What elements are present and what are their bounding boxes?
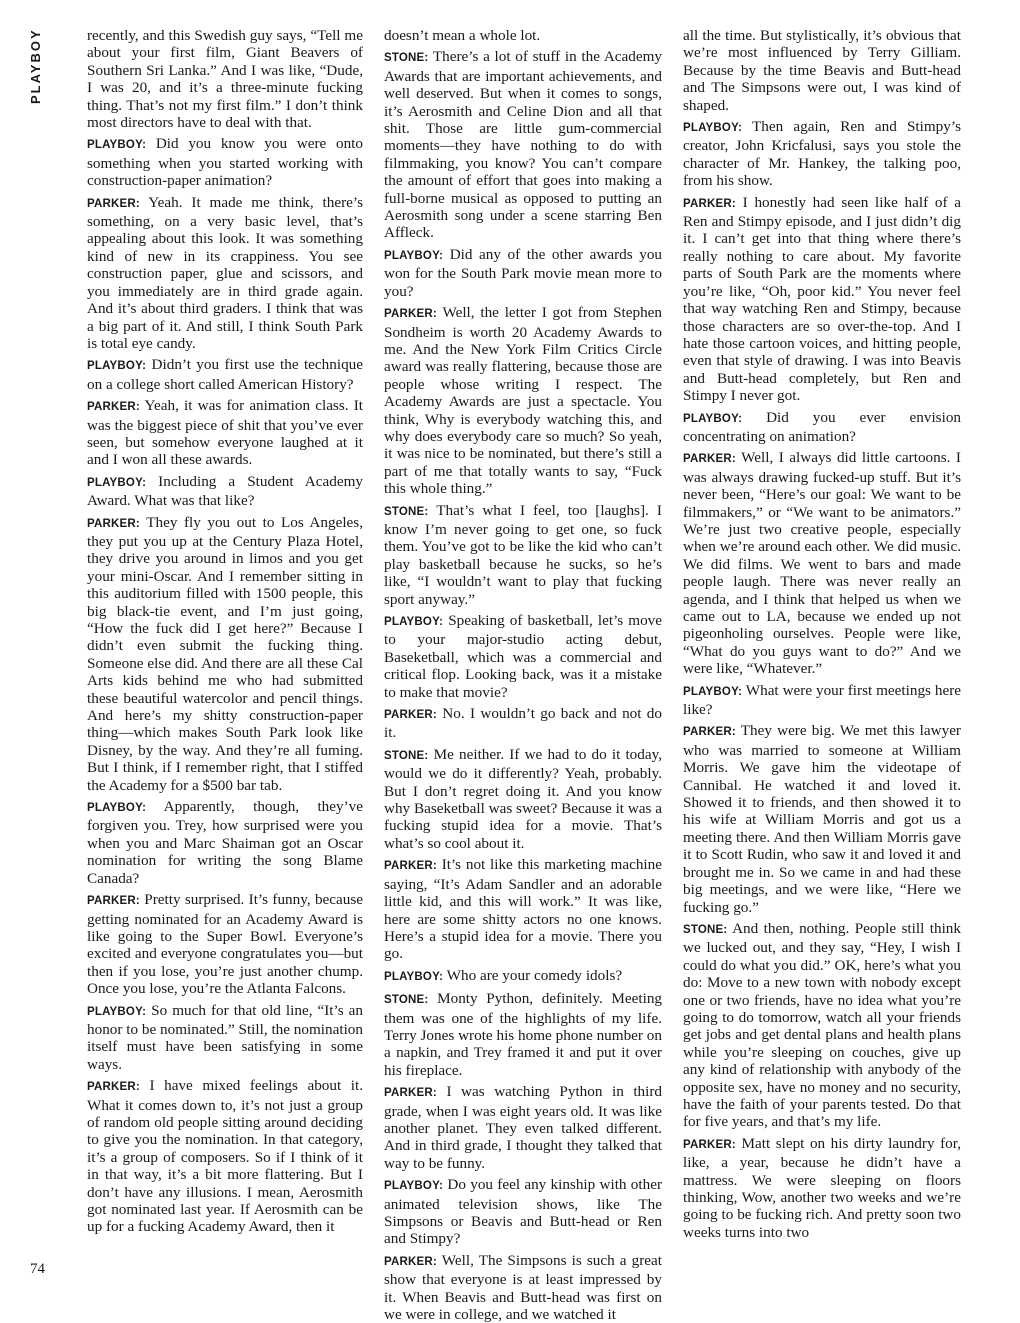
interview-paragraph	[87, 194, 363, 353]
interview-paragraph	[87, 514, 363, 795]
paragraph-text: What were your first meetings here like?	[683, 681, 961, 719]
interview-paragraph	[384, 705, 662, 742]
interview-paragraph	[384, 990, 662, 1079]
paragraph-text: Do you feel any kinship with other animated television shows, like The Simpsons or Beavis and Butt-head or Ren and Stimpy?	[384, 1176, 663, 1248]
interview-paragraph	[87, 798, 363, 887]
paragraph-text: Apparently, though, they’ve forgiven you. Trey, how surprised were you when you and Marc Shaiman got an Oscar nomination for writing the song Blame Canada?	[87, 798, 363, 887]
interview-paragraph	[384, 1176, 662, 1248]
paragraph-text: Pretty surprised. It’s funny, because getting nominated for an Academy Award is like going to the Super Bowl. Everyone’s excited and everyone congratulates you—but then if you lose, you’re just another chump. Once you lose, you’re the Atlanta Falcons.	[87, 891, 364, 998]
paragraph-text: Did you ever envision concentrating on animation?	[683, 408, 962, 445]
speaker-label: PARKER:	[683, 197, 736, 210]
paragraph-text: I have mixed feelings about it. What it comes down to, it’s not just a group of random old people sitting around deciding to give you the nomination. In that category, it’s a group of composers. So if I think of it in that way, it’s a bit more flattering. But I don’t have any illusions. I mean, Aerosmith got nominated last year. If Aerosmith can be up for a fucking Academy Award, then it	[87, 1077, 364, 1236]
paragraph-text: Did you know you were onto something when you started working with construction-paper animation?	[87, 135, 363, 190]
interview-paragraph	[683, 722, 961, 915]
speaker-label: PARKER:	[87, 1081, 140, 1094]
speaker-label: PLAYBOY:	[683, 412, 743, 425]
interview-paragraph	[87, 891, 363, 997]
paragraph-text: all the time. But stylistically, it’s obvious that we’re most influenced by Terry Gilliam. Because by the time Beavis and Butt-head and The Simpsons were out, I was kind of shaped.	[683, 27, 961, 114]
speaker-label: STONE:	[384, 505, 429, 518]
speaker-label: PLAYBOY:	[87, 802, 147, 815]
interview-paragraph	[683, 118, 961, 190]
speaker-label: PARKER:	[683, 726, 736, 739]
paragraph-text: recently, and this Swedish guy says, “Tell me about your first film, Giant Beavers of Southern Sri Lanka.” And I was like, “Dude, I was 20, and it’s a three-minute fucking thing. That’s not my first film.” I don’t think most directors have to deal with that.	[87, 27, 363, 132]
paragraph-text: And then, nothing. People still think we lucked out, and they say, “Hey, I wish I could do what you did.” OK, here’s what you do: Move to a new town with nobody except one or two friends, have no idea what you’re going to do tomorrow, watch all your friends get jobs and get dental plans and health plans while you’re sleeping on couches, give up any kind of relationship with anybody of the opposite sex, have no money and no security, have the faith of your parents tested. Do that for five years, and that’s my life.	[683, 919, 961, 1131]
interview-paragraph	[683, 194, 961, 405]
paragraph-text: They were big. We met this lawyer who was married to someone at William Morris. We gave him the videotape of Cannibal. He watched it and loved it. Showed it to friends, and then showed it to his wife at William Morris and got us a meeting there. And then William Morris gave it to Scott Rudin, who saw it and loved it and brought me in. So we came in and had these big meetings, and we were like, “Here we fucking go.”	[683, 722, 961, 916]
interview-paragraph	[683, 920, 961, 1131]
speaker-label: PLAYBOY:	[683, 122, 743, 135]
interview-paragraph	[384, 967, 662, 986]
paragraph-text: Then again, Ren and Stimpy’s creator, John Kricfalusi, says you stole the character of Mr. Hankey, the talking poo, from his show.	[683, 118, 961, 190]
speaker-label: PLAYBOY:	[384, 616, 444, 628]
speaker-label: PARKER:	[87, 197, 140, 210]
paragraph-text: That’s what I feel, too [laughs]. I know I’m never going to get one, so fuck them. You’ve got to be like the kid who can’t play basketball because he sucks, so he’s like, “I wouldn’t want to play that fucking sport anyway.”	[384, 501, 662, 608]
paragraph-text: Yeah. It made me think, there’s something, on a very basic level, that’s appealing about this look. It was something kind of new in its crappiness. You see construction paper, glue and scissors, and you immediately are in third grade again. And it’s about third graders. I think that was a big part of it. And still, I think South Park is total eye candy.	[87, 193, 364, 352]
interview-paragraph	[384, 612, 662, 701]
paragraph-text: Didn’t you first use the technique on a college short called American History?	[87, 356, 363, 393]
interview-paragraph	[384, 48, 662, 241]
interview-paragraph	[683, 682, 961, 719]
magazine-side-label: PLAYBOY	[28, 28, 43, 104]
speaker-label: STONE:	[384, 749, 429, 762]
paragraph-text: There’s a lot of stuff in the Academy Awards that are important achievements, and well deserved. But when it comes to songs, it’s Aerosmith and Celine Dion and all that shit. Those are little gum-commercial moments—they have nothing to do with filmmaking, you know? You can’t compare the amount of effort that goes into making a full-borne musical as opposed to putting an Aerosmith song under a scene starring Ben Affleck.	[384, 48, 663, 242]
speaker-label: PLAYBOY:	[87, 360, 147, 373]
interview-paragraph	[87, 1077, 363, 1236]
paragraph-text: Including a Student Academy Award. What was that like?	[87, 472, 363, 510]
speaker-label: PARKER:	[87, 895, 140, 908]
paragraph-text: It’s not like this marketing machine saying, “It’s Adam Sandler and an adorable little kid, and this will work.” It was like, here are some shitty actors no one knows. Here’s a stupid idea for a movie. There you go.	[384, 856, 662, 963]
paragraph-text: Well, The Simpsons is such a great show that everyone is at least impressed by it. When Beavis and Butt-head was first on we were in college, and we watched it	[384, 1251, 662, 1323]
paragraph-text: Monty Python, definitely. Meeting them was one of the highlights of my life. Terry Jones wrote his home phone number on a napkin, and Trey framed it and put it over his fireplace.	[384, 990, 663, 1079]
interview-paragraph	[384, 1083, 662, 1172]
paragraph-text: Me neither. If we had to do it today, would we do it differently? Yeah, probably. But I don’t regret doing it. And you know why Baseketball was sweet? Because it was a fucking stupid idea for a movie. That’s what’s so cool about it.	[384, 745, 663, 852]
interview-paragraph	[87, 135, 363, 189]
speaker-label: PARKER:	[384, 860, 437, 873]
speaker-label: PLAYBOY:	[87, 476, 147, 489]
paragraph-text: I honestly had seen like half of a Ren and Stimpy episode, and I just didn’t dig it. I can’t get into that thing where there’s really nothing to care about. My favorite parts of South Park are the moments where you’re like, “Oh, poor kid.” You never feel that way watching Ren and Stimpy, because those characters are so over-the-top. And I hate those cartoon voices, and hitting people, even that style of drawing. I was into Beavis and Butt-head completely, but Ren and Stimpy I never got.	[683, 193, 962, 405]
paragraph-text: Did any of the other awards you won for the South Park movie mean more to you?	[384, 245, 663, 300]
speaker-label: PLAYBOY:	[683, 685, 743, 698]
interview-paragraph	[683, 449, 961, 677]
speaker-label: PARKER:	[384, 1255, 437, 1268]
interview-paragraph	[87, 27, 363, 131]
paragraph-text: Matt slept on his dirty laundry for, like, a year, because he didn’t have a mattress. We were sleeping on floors thinking, Wow, another two weeks and we’re going to be fucking rich. And pretty soon two weeks turns into two	[683, 1134, 961, 1241]
paragraph-text: Well, I always did little cartoons. I was always drawing fucked-up stuff. But it’s never been, “Here’s our goal: We want to be filmmakers,” or “We want to be animators.” We’re just two creative people, especially when we’re around each other. We did music. We did films. We went to bars and made people laugh. There was never really an agenda, and I think that helped us when we came out to LA, because we ended up not pigeonholing ourselves. People were like, “What do you guys want to do?” And we were like, “Whatever.”	[683, 449, 961, 678]
speaker-label: STONE:	[384, 52, 429, 65]
interview-paragraph	[384, 746, 662, 852]
column-1	[87, 27, 363, 1292]
paragraph-text: Speaking of basketball, let’s move to your major-studio acting debut, Baseketball, which was a commercial and critical flop. Looking back, was it a mistake to make that movie?	[384, 612, 662, 701]
speaker-label: PARKER:	[683, 1138, 736, 1151]
interview-paragraph	[384, 1252, 662, 1323]
speaker-label: PARKER:	[384, 709, 437, 722]
speaker-label: STONE:	[683, 923, 728, 936]
speaker-label: STONE:	[384, 994, 429, 1007]
paragraph-text: Who are your comedy idols?	[446, 966, 623, 984]
paragraph-text: No. I wouldn’t go back and not do it.	[384, 705, 662, 742]
interview-paragraph	[384, 246, 662, 300]
speaker-label: PLAYBOY:	[384, 970, 444, 983]
speaker-label: PARKER:	[87, 517, 140, 530]
speaker-label: PLAYBOY:	[87, 139, 147, 152]
paragraph-text: I was watching Python in third grade, when I was eight years old. It was like another planet. They even talked different. And in third grade, I thought they talked that way to be funny.	[384, 1083, 662, 1172]
interview-paragraph	[87, 473, 363, 510]
interview-paragraph	[384, 502, 662, 608]
speaker-label: PLAYBOY:	[384, 1180, 444, 1193]
interview-paragraph	[384, 304, 662, 497]
paragraph-text: doesn’t mean a whole lot.	[384, 27, 541, 44]
interview-paragraph	[683, 27, 961, 114]
interview-paragraph	[87, 356, 363, 393]
interview-paragraph	[683, 409, 961, 446]
speaker-label: PARKER:	[384, 1087, 437, 1100]
interview-paragraph	[384, 27, 662, 44]
paragraph-text: They fly you out to Los Angeles, they put you up at the Century Plaza Hotel, they drive you around in limos and you get your mini-Oscar. And I remember sitting in this auditorium filled with 1500 people, this big black-tie event, and I’m just going, “How the fuck did I get here?” Because I didn’t even submit the fucking thing. Someone else did. And there are all these Cal Arts kids behind me who had submitted these beautiful watercolor and pencil things. And here’s my shitty construction-paper thing—which makes South Park look like Disney, by the way. And they’re all fuming. But I think, if I remember right, that I stiffed the Academy for a $500 bar tab.	[87, 513, 363, 794]
interview-paragraph	[87, 1002, 363, 1074]
page-number: 74	[30, 1261, 45, 1277]
interview-paragraph	[384, 856, 662, 962]
interview-paragraph	[683, 1135, 961, 1241]
paragraph-text: So much for that old line, “It’s an honor to be nominated.” Still, the nomination itself must have been satisfying in some ways.	[87, 1001, 364, 1073]
speaker-label: PLAYBOY:	[87, 1005, 147, 1018]
column-2	[384, 27, 663, 1323]
speaker-label: PARKER:	[384, 308, 437, 321]
speaker-label: PLAYBOY:	[384, 249, 444, 262]
speaker-label: PARKER:	[683, 453, 736, 466]
column-3	[683, 27, 961, 1292]
paragraph-text: Well, the letter I got from Stephen Sondheim is worth 20 Academy Awards to me. And the New York Film Critics Circle award was really flattering, because those are people whose writing I respect. The Academy Awards are just a spectacle. You think, Why is everybody watching this, and why does everybody care so much? So yeah, it was nice to be nominated, but there’s still a part of me that totally wants to say, “Fuck this whole thing.”	[384, 304, 662, 498]
interview-paragraph	[87, 397, 363, 469]
paragraph-text: Yeah, it was for animation class. It was the biggest piece of shit that you’ve ever seen, but somehow everyone laughed at it and I won all these awards.	[87, 397, 363, 469]
speaker-label: PARKER:	[87, 401, 140, 414]
